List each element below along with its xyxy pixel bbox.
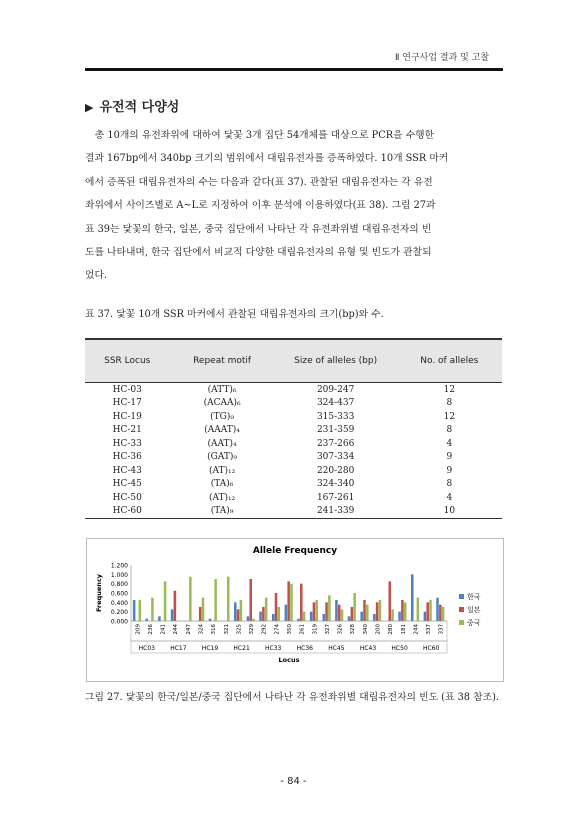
table-cell: (AAAT)₄	[204, 425, 240, 436]
table-header-cell: SSR Locus	[85, 339, 170, 383]
table-cell: HC-50	[112, 492, 142, 503]
table-cell: 167-261	[316, 492, 355, 503]
y-tick-label: 0.200	[110, 609, 128, 617]
bar	[338, 605, 341, 621]
figure-caption: 그림 27. 닻꽃의 한국/일본/중국 집단에서 나타난 각 유전좌위별 대립유전자의 빈도 (표 38 참조).	[85, 692, 500, 703]
body-line: 도를 나타내며, 한국 집단에서 비교적 다양한 대립유전자의 유형 및 빈도가 관찰되	[85, 247, 432, 259]
allele-frequency-chart	[86, 538, 504, 682]
locus-group-label: HC43	[359, 645, 377, 652]
x-tick-label: 244	[413, 624, 420, 635]
table-cell: HC-43	[112, 465, 142, 476]
bar	[303, 612, 306, 621]
table-cell: 8	[446, 425, 453, 436]
body-line: 결과 167bp에서 340bp 크기의 범위에서 대립유전자를 증폭하였다. 10개 SSR 마커	[85, 153, 449, 165]
bar	[436, 598, 439, 621]
y-tick-label: 0.000	[110, 618, 128, 626]
bar	[424, 612, 427, 621]
table-body	[85, 383, 502, 519]
x-tick-label: 326	[337, 624, 344, 635]
bar	[391, 609, 394, 621]
table-cell: 9	[446, 465, 453, 476]
bar	[171, 609, 174, 621]
bar	[325, 602, 328, 621]
bar	[259, 612, 262, 621]
table-cell: 237-266	[316, 438, 355, 449]
x-tick-label: 292	[261, 624, 268, 635]
header-rule	[85, 68, 503, 71]
bar	[351, 607, 354, 621]
bar	[174, 591, 177, 621]
locus-group-label: HC17	[170, 645, 187, 652]
x-tick-label: 329	[249, 624, 256, 635]
x-tick-label: 244	[173, 624, 180, 635]
allele-table	[85, 338, 502, 519]
table-row	[85, 383, 502, 397]
bar	[379, 600, 382, 621]
table-cell: HC-17	[112, 398, 142, 409]
table-cell: 209-247	[316, 384, 355, 395]
body-line: 에서 증폭된 대립유전자의 수는 다음과 같다(표 37). 관찰된 대립유전자는 각 유전	[85, 176, 433, 188]
table-row	[85, 437, 502, 451]
bar	[240, 600, 243, 621]
x-tick-label: 247	[185, 624, 192, 635]
bar	[300, 584, 303, 621]
locus-group-label: HC21	[233, 645, 250, 652]
bar	[285, 605, 288, 621]
bar	[272, 614, 275, 621]
bar	[252, 619, 255, 621]
x-tick-label: 340	[362, 624, 369, 635]
y-tick-label: 1.200	[110, 562, 128, 570]
table-cell: 8	[446, 479, 453, 490]
legend-label: 중국	[467, 619, 481, 627]
x-tick-label: 181	[400, 624, 407, 635]
legend-swatch	[459, 620, 464, 625]
table-row	[85, 410, 502, 424]
bar	[146, 619, 149, 621]
table-cell: 4	[446, 438, 453, 449]
bar	[401, 600, 404, 621]
bar	[139, 600, 142, 621]
table-cell: (ATT)₆	[207, 384, 237, 395]
bar	[341, 609, 344, 621]
x-tick-label: 328	[350, 624, 357, 635]
table-cell: HC-36	[112, 452, 142, 463]
legend-label: 일본	[467, 606, 481, 614]
x-tick-label: 337	[438, 624, 445, 635]
legend-label: 한국	[467, 593, 481, 601]
table-cell: 324-437	[316, 398, 355, 409]
bar	[313, 602, 316, 621]
table-cell: (GAT)₉	[207, 452, 237, 463]
x-tick-label: 319	[312, 624, 319, 635]
table-cell: 4	[446, 492, 453, 503]
table-cell: 220-280	[316, 465, 355, 476]
bar	[275, 593, 278, 621]
chart-svg	[87, 539, 503, 681]
bar	[404, 602, 407, 621]
table-cell: 10	[397, 505, 502, 519]
locus-group-label: HC03	[138, 645, 155, 652]
section-title: 유전적 다양성	[99, 100, 180, 115]
x-tick-label: 274	[274, 624, 281, 635]
bar	[214, 579, 217, 621]
bar	[429, 600, 432, 621]
body-line: 었다.	[85, 270, 108, 282]
bar	[227, 577, 230, 621]
table-cell: 231-359	[316, 425, 355, 436]
bar	[265, 598, 268, 621]
table-cell: 12	[443, 384, 456, 395]
table-row	[85, 451, 502, 465]
bar	[234, 602, 237, 621]
table-cell: 307-334	[316, 452, 355, 463]
bar	[376, 602, 379, 621]
locus-group-label: HC33	[265, 645, 282, 652]
bar	[158, 616, 161, 621]
bar	[199, 607, 202, 621]
bar	[133, 600, 136, 621]
legend-swatch	[459, 594, 464, 599]
bar	[262, 607, 265, 621]
x-tick-label: 280	[388, 624, 395, 635]
table-header-cell: Size of alleles (bp)	[275, 339, 397, 383]
x-tick-label: 350	[287, 624, 293, 635]
table-cell: (AT)₁₂	[208, 465, 236, 476]
table-cell: HC-19	[112, 411, 142, 422]
y-tick-label: 0.600	[110, 590, 128, 598]
bar	[328, 595, 331, 621]
bar	[189, 577, 192, 621]
table-cell: (AAT)₄	[207, 438, 237, 449]
page-number: - 84 -	[280, 776, 307, 787]
bar	[297, 619, 300, 621]
locus-group-label: HC50	[391, 645, 408, 652]
bar	[164, 581, 167, 621]
table-caption: 표 37. 닻꽃 10개 SSR 마커에서 관찰된 대립유전자의 크기(bp)와 수.	[85, 309, 384, 320]
x-tick-label: 241	[160, 624, 167, 635]
table-cell: HC-33	[112, 438, 142, 449]
x-tick-label: 200	[375, 624, 382, 635]
table-cell: (TA)₆	[210, 479, 234, 490]
bar	[310, 612, 313, 621]
body-line: 총 10개의 유전좌위에 대하여 닻꽃 3개 집단 54개체를 대상으로 PCR을 수행한	[85, 130, 435, 141]
table-header-cell: No. of alleles	[397, 339, 502, 383]
x-axis-label: Locus	[278, 656, 300, 664]
x-tick-label: 327	[324, 624, 331, 635]
table-cell: HC-60	[85, 505, 170, 519]
bar	[360, 612, 363, 621]
bar	[209, 619, 212, 621]
x-tick-label: 236	[147, 624, 154, 635]
table-cell: 241-339	[275, 505, 397, 519]
bar	[335, 600, 338, 621]
table-cell: 9	[446, 452, 453, 463]
table-header-cell: Repeat motif	[170, 339, 275, 383]
y-tick-label: 0.800	[110, 581, 128, 589]
table-row	[85, 464, 502, 478]
x-tick-label: 209	[135, 624, 142, 635]
x-tick-label: 316	[211, 624, 218, 635]
bar	[315, 600, 318, 621]
bar	[373, 614, 376, 621]
bar	[287, 581, 290, 621]
bar	[389, 581, 392, 621]
bar	[290, 584, 293, 621]
body-line: 좌위에서 사이즈별로 A~L로 지정하여 이후 분석에 이용하였다(표 38). 그림 27과	[85, 200, 436, 212]
locus-group-label: HC36	[296, 645, 313, 652]
chart-title: Allele Frequency	[252, 546, 338, 556]
bar	[202, 598, 205, 621]
table-row	[85, 505, 502, 519]
x-tick-label: 321	[223, 624, 230, 635]
section-heading	[85, 96, 179, 115]
legend-swatch	[459, 607, 464, 612]
table-cell: 324-340	[316, 479, 355, 490]
locus-group-label: HC45	[328, 645, 345, 652]
bar	[249, 579, 252, 621]
table-cell: HC-03	[112, 384, 142, 395]
table-cell: (TG)₉	[210, 411, 234, 422]
bar	[398, 612, 401, 621]
table-cell: (AT)₁₂	[208, 492, 236, 503]
bar	[237, 609, 240, 621]
table-row	[85, 478, 502, 492]
bar	[322, 614, 325, 621]
table-cell: (ACAA)₆	[203, 398, 241, 409]
table-cell: (TA)₉	[170, 505, 275, 519]
table-cell: HC-21	[112, 425, 142, 436]
x-tick-label: 261	[299, 624, 306, 635]
table-cell: 12	[443, 411, 456, 422]
bar	[426, 602, 429, 621]
bar	[411, 574, 414, 621]
bar	[417, 598, 420, 621]
bar	[278, 607, 281, 621]
table-row	[85, 491, 502, 505]
locus-group-label: HC60	[423, 645, 440, 652]
bar	[353, 593, 356, 621]
bar	[348, 616, 351, 621]
bar	[247, 616, 250, 621]
table-row	[85, 397, 502, 411]
table-cell: 8	[446, 398, 453, 409]
bar	[366, 605, 369, 621]
running-header: Ⅱ 연구사업 결과 및 고찰	[395, 53, 490, 63]
x-tick-label: 325	[236, 624, 243, 635]
table-header-row	[85, 339, 502, 383]
bar	[363, 600, 366, 621]
y-tick-label: 1.000	[110, 571, 128, 579]
body-paragraph	[85, 124, 503, 288]
table-row	[85, 424, 502, 438]
bar	[151, 598, 154, 621]
triangle-marker-icon: ▶	[85, 101, 94, 114]
y-axis-label: Frequency	[95, 573, 103, 613]
table-cell: HC-45	[112, 479, 142, 490]
x-tick-label: 324	[198, 624, 205, 635]
y-tick-label: 0.400	[110, 599, 128, 607]
body-line: 표 39는 닻꽃의 한국, 일본, 중국 집단에서 나타난 각 유전좌위별 대립유전자의 빈	[85, 223, 432, 235]
table-cell: 315-333	[316, 411, 355, 422]
locus-group-label: HC19	[201, 645, 219, 652]
bar	[439, 605, 442, 621]
x-tick-label: 337	[426, 624, 433, 635]
bar	[442, 607, 445, 621]
